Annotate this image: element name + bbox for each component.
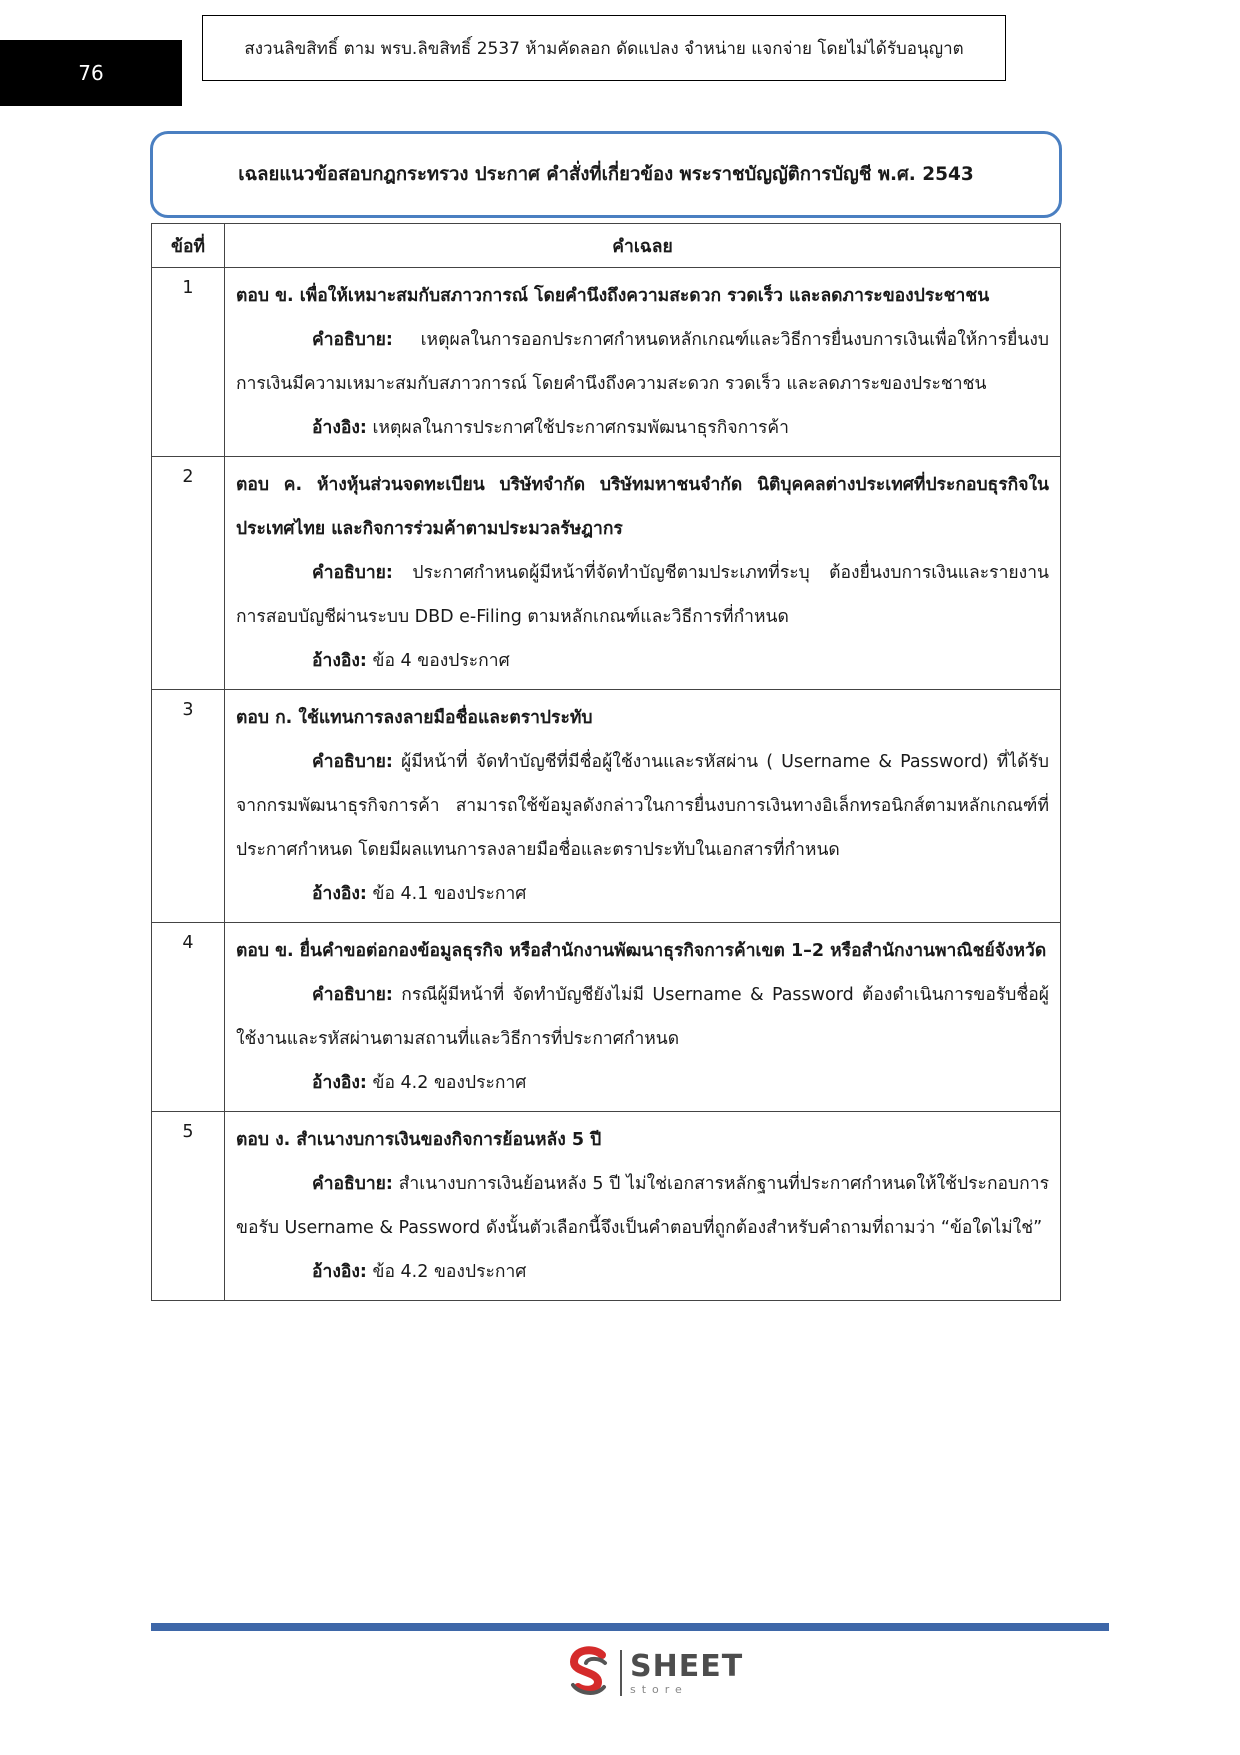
table-row: [152, 268, 1061, 457]
table-row: [152, 690, 1061, 923]
row-content: [225, 690, 1061, 923]
sheet-store-logo: [564, 1645, 743, 1701]
explanation-text: ผู้มีหน้าที่ จัดทำบัญชีที่มีชื่อผู้ใช้งานและรหัสผ่าน ( Username & Password) ที่ได้รับจากกรมพัฒนาธุรกิจการค้า สามารถใช้ข้อมูลดังกล่าวในการยื่นงบการเงินทางอิเล็กทรอนิกส์ตามหลักเกณฑ์ที่ประกาศกำหนด โดยมีผลแทนการลงลายมือชื่อและตราประทับในเอกสารที่กำหนด: [236, 752, 1049, 860]
reference-text: ข้อ 4.1 ของประกาศ: [372, 884, 527, 904]
explanation-label: คำอธิบาย:: [312, 1174, 393, 1194]
row-number: 1: [152, 268, 225, 457]
column-header-no: ข้อที่: [152, 224, 225, 268]
reference-label: อ้างอิง:: [312, 418, 367, 438]
reference-text: เหตุผลในการประกาศใช้ประกาศกรมพัฒนาธุรกิจการค้า: [372, 418, 789, 438]
footer-divider: [151, 1623, 1109, 1631]
row-number: 2: [152, 457, 225, 690]
answer-line: ตอบ ก. ใช้แทนการลงลายมือชื่อและตราประทับ: [236, 708, 593, 728]
explanation-label: คำอธิบาย:: [312, 330, 393, 350]
explanation: [236, 1162, 1049, 1250]
answer-table: [151, 223, 1061, 1301]
reference-text: ข้อ 4.2 ของประกาศ: [372, 1262, 527, 1282]
reference-text: ข้อ 4 ของประกาศ: [372, 651, 510, 671]
reference: [236, 406, 1049, 450]
row-content: [225, 457, 1061, 690]
reference-label: อ้างอิง:: [312, 1073, 367, 1093]
column-header-answer: คำเฉลย: [225, 224, 1061, 268]
table-row: [152, 1112, 1061, 1301]
explanation: [236, 551, 1049, 639]
explanation: [236, 318, 1049, 406]
reference: [236, 639, 1049, 683]
row-content: [225, 268, 1061, 457]
page-number: 76: [0, 40, 182, 106]
explanation-label: คำอธิบาย:: [312, 985, 393, 1005]
explanation-text: เหตุผลในการออกประกาศกำหนดหลักเกณฑ์และวิธีการยื่นงบการเงินเพื่อให้การยื่นงบการเงินมีความเหมาะสมกับสภาวการณ์ โดยคำนึงถึงความสะดวก รวดเร็ว และลดภาระของประชาชน: [236, 330, 1049, 394]
row-content: [225, 1112, 1061, 1301]
answer-line: ตอบ ข. เพื่อให้เหมาะสมกับสภาวการณ์ โดยคำนึงถึงความสะดวก รวดเร็ว และลดภาระของประชาชน: [236, 286, 990, 306]
answer-line: ตอบ ข. ยื่นคำขอต่อกองข้อมูลธุรกิจ หรือสำนักงานพัฒนาธุรกิจการค้าเขต 1–2 หรือสำนักงานพาณิชย์จังหวัด: [236, 941, 1047, 961]
row-number: 3: [152, 690, 225, 923]
row-content: [225, 923, 1061, 1112]
answer-line: ตอบ ค. ห้างหุ้นส่วนจดทะเบียน บริษัทจำกัด บริษัทมหาชนจำกัด นิติบุคคลต่างประเทศที่ประกอบธุรกิจในประเทศไทย และกิจการร่วมค้าตามประมวลรัษฎากร: [236, 475, 1049, 539]
explanation: [236, 740, 1049, 872]
explanation-text: กรณีผู้มีหน้าที่ จัดทำบัญชียังไม่มี Username & Password ต้องดำเนินการขอรับชื่อผู้ใช้งานและรหัสผ่านตามสถานที่และวิธีการที่ประกาศกำหนด: [236, 985, 1049, 1049]
table-row: [152, 923, 1061, 1112]
logo-subtitle: store: [630, 1682, 688, 1696]
reference-label: อ้างอิง:: [312, 884, 367, 904]
reference-label: อ้างอิง:: [312, 1262, 367, 1282]
row-number: 5: [152, 1112, 225, 1301]
table-row: [152, 457, 1061, 690]
answer-line: ตอบ ง. สำเนางบการเงินของกิจการย้อนหลัง 5 ปี: [236, 1130, 602, 1150]
page-title: เฉลยแนวข้อสอบกฎกระทรวง ประกาศ คำสั่งที่เกี่ยวข้อง พระราชบัญญัติการบัญชี พ.ศ. 2543: [150, 131, 1062, 218]
reference-text: ข้อ 4.2 ของประกาศ: [372, 1073, 527, 1093]
explanation: [236, 973, 1049, 1061]
reference: [236, 1061, 1049, 1105]
reference: [236, 1250, 1049, 1294]
logo-separator: [620, 1650, 622, 1696]
logo-word: SHEET: [630, 1648, 744, 1684]
reference-label: อ้างอิง:: [312, 651, 367, 671]
row-number: 4: [152, 923, 225, 1112]
explanation-text: สำเนางบการเงินย้อนหลัง 5 ปี ไม่ใช่เอกสารหลักฐานที่ประกาศกำหนดให้ใช้ประกอบการขอรับ Username & Password ดังนั้นตัวเลือกนี้จึงเป็นคำตอบที่ถูกต้องสำหรับคำถามที่ถามว่า “ข้อใดไม่ใช่”: [236, 1174, 1049, 1238]
explanation-label: คำอธิบาย:: [312, 563, 393, 583]
table-header-row: [152, 224, 1061, 268]
reference: [236, 872, 1049, 916]
logo-s-icon: [564, 1645, 614, 1701]
explanation-label: คำอธิบาย:: [312, 752, 393, 772]
copyright-notice: สงวนลิขสิทธิ์ ตาม พรบ.ลิขสิทธิ์ 2537 ห้ามคัดลอก ดัดแปลง จำหน่าย แจกจ่าย โดยไม่ได้รับอนุญาต: [202, 15, 1006, 81]
explanation-text: ประกาศกำหนดผู้มีหน้าที่จัดทำบัญชีตามประเภทที่ระบุ ต้องยื่นงบการเงินและรายงานการสอบบัญชีผ่านระบบ DBD e-Filing ตามหลักเกณฑ์และวิธีการที่กำหนด: [236, 563, 1049, 627]
